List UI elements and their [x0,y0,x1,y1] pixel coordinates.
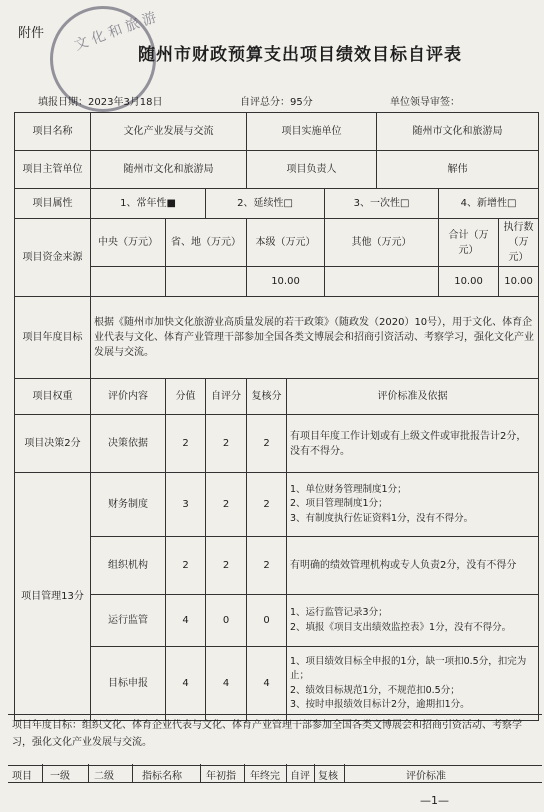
h-weight: 项目权重 [15,379,91,415]
h-score: 分值 [166,379,206,415]
seal-text: 文化和旅游 [72,8,163,54]
funds-h-executed: 执行数（万元） [499,219,539,267]
row-score-header [15,379,539,415]
funds-executed: 10.00 [499,267,539,297]
funds-local: 10.00 [247,267,325,297]
h2-review: 复核 [318,771,338,782]
row-funds-header [15,219,539,267]
goal-text: 根据《随州市加快文化旅游业高质量发展的若干政策》（随政发（2020）10号），用于文化、体育企业代表与文化、体育产业管理干部参加全国各类文博展会和招商引资活动、考察学习，强化文化产业发展与交流。 [91,297,539,379]
group-management: 项目管理13分 [15,473,91,721]
row-content: 运行监管 [91,595,166,647]
row-review: 0 [247,595,287,647]
h2-self: 自评 [290,771,310,782]
table-row [15,537,539,595]
evaluation-table [14,112,539,721]
value-dept: 随州市文化和旅游局 [91,151,247,189]
row-review: 2 [247,473,287,537]
row-content: 组织机构 [91,537,166,595]
row-review: 4 [247,647,287,721]
label-attr: 项目属性 [15,189,91,219]
label-manager: 项目负责人 [247,151,377,189]
funds-central [91,267,166,297]
row-content: 财务制度 [91,473,166,537]
table-row [15,473,539,537]
page-number: —1— [420,794,449,807]
row-goal [15,297,539,379]
row-self: 4 [206,647,247,721]
row-attr [15,189,539,219]
row-score: 4 [166,595,206,647]
group-decision: 项目决策2分 [15,415,91,473]
attr-annual: 1、常年性■ [91,189,206,219]
funds-h-province: 省、地（万元） [166,219,247,267]
bottom-goal-block [8,714,542,766]
leader-sign: 单位领导审签： [390,97,460,108]
h2-indicator: 指标名称 [142,771,182,782]
label-goal: 项目年度目标 [15,297,91,379]
funds-h-other: 其他（万元） [325,219,439,267]
row-criteria: 1、单位财务管理制度1分； 2、项目管理制度1分； 3、有制度执行佐证资料1分，没有不得分。 [287,473,539,537]
fill-date: 填报日期：2023年3月18日 [38,97,163,108]
row-self: 0 [206,595,247,647]
attr-one-time: 3、一次性□ [325,189,439,219]
row-score: 2 [166,537,206,595]
h2-level2: 二级 [94,771,114,782]
row-score: 2 [166,415,206,473]
indicator-table-header [8,764,542,783]
attachment-label: 附件 [18,26,45,41]
table-row [15,415,539,473]
label-dept: 项目主管单位 [15,151,91,189]
row-criteria: 有明确的绩效管理机构或专人负责2分，没有不得分 [287,537,539,595]
attr-new: 4、新增性□ [439,189,539,219]
row-self: 2 [206,415,247,473]
funds-h-local: 本级（万元） [247,219,325,267]
funds-total: 10.00 [439,267,499,297]
row-self: 2 [206,473,247,537]
row-content: 决策依据 [91,415,166,473]
evaluation-sheet [14,112,538,721]
row-content: 目标申报 [91,647,166,721]
table-row [15,595,539,647]
h-content: 评价内容 [91,379,166,415]
table-row [15,647,539,721]
funds-h-total: 合计（万元） [439,219,499,267]
row-dept [15,151,539,189]
label-impl-unit: 项目实施单位 [247,113,377,151]
row-score: 3 [166,473,206,537]
h-review: 复核分 [247,379,287,415]
h2-criteria: 评价标准 [406,771,446,782]
funds-h-central: 中央（万元） [91,219,166,267]
attr-continuing: 2、延续性□ [206,189,325,219]
row-review: 2 [247,415,287,473]
value-impl-unit: 随州市文化和旅游局 [377,113,539,151]
h2-project: 项目 [12,771,32,782]
value-project-name: 文化产业发展与交流 [91,113,247,151]
funds-other [325,267,439,297]
row-project-name [15,113,539,151]
row-score: 4 [166,647,206,721]
bottom-goal-text: 项目年度目标：组织文化、体育企业代表与文化、体育产业管理干部参加全国各类文博展会和招商引资活动、考察学习，强化文化产业发展与交流。 [12,720,522,748]
row-self: 2 [206,537,247,595]
score-total: 自评总分：95分 [240,97,313,108]
h-self: 自评分 [206,379,247,415]
row-criteria: 1、项目绩效目标全申报的1分，缺一项扣0.5分，扣完为止； 2、绩效目标规范1分，不规范扣0.5分； 3、按时申报绩效目标计2分，逾期扣1分。 [287,647,539,721]
label-project-name: 项目名称 [15,113,91,151]
page-title: 随州市财政预算支出项目绩效目标自评表 [138,45,462,65]
row-criteria: 1、运行监管记录3分； 2、填报《项目支出绩效监控表》1分，没有不得分。 [287,595,539,647]
h2-yearend: 年终完 [250,771,280,782]
row-criteria: 有项目年度工作计划或有上级文件或审批报告计2分，没有不得分。 [287,415,539,473]
value-manager: 解伟 [377,151,539,189]
h2-annual: 年初指 [206,771,236,782]
h2-level1: 一级 [50,771,70,782]
row-funds-values [15,267,539,297]
row-review: 2 [247,537,287,595]
funds-province [166,267,247,297]
label-funds: 项目资金来源 [15,219,91,297]
h-criteria: 评价标准及依据 [287,379,539,415]
